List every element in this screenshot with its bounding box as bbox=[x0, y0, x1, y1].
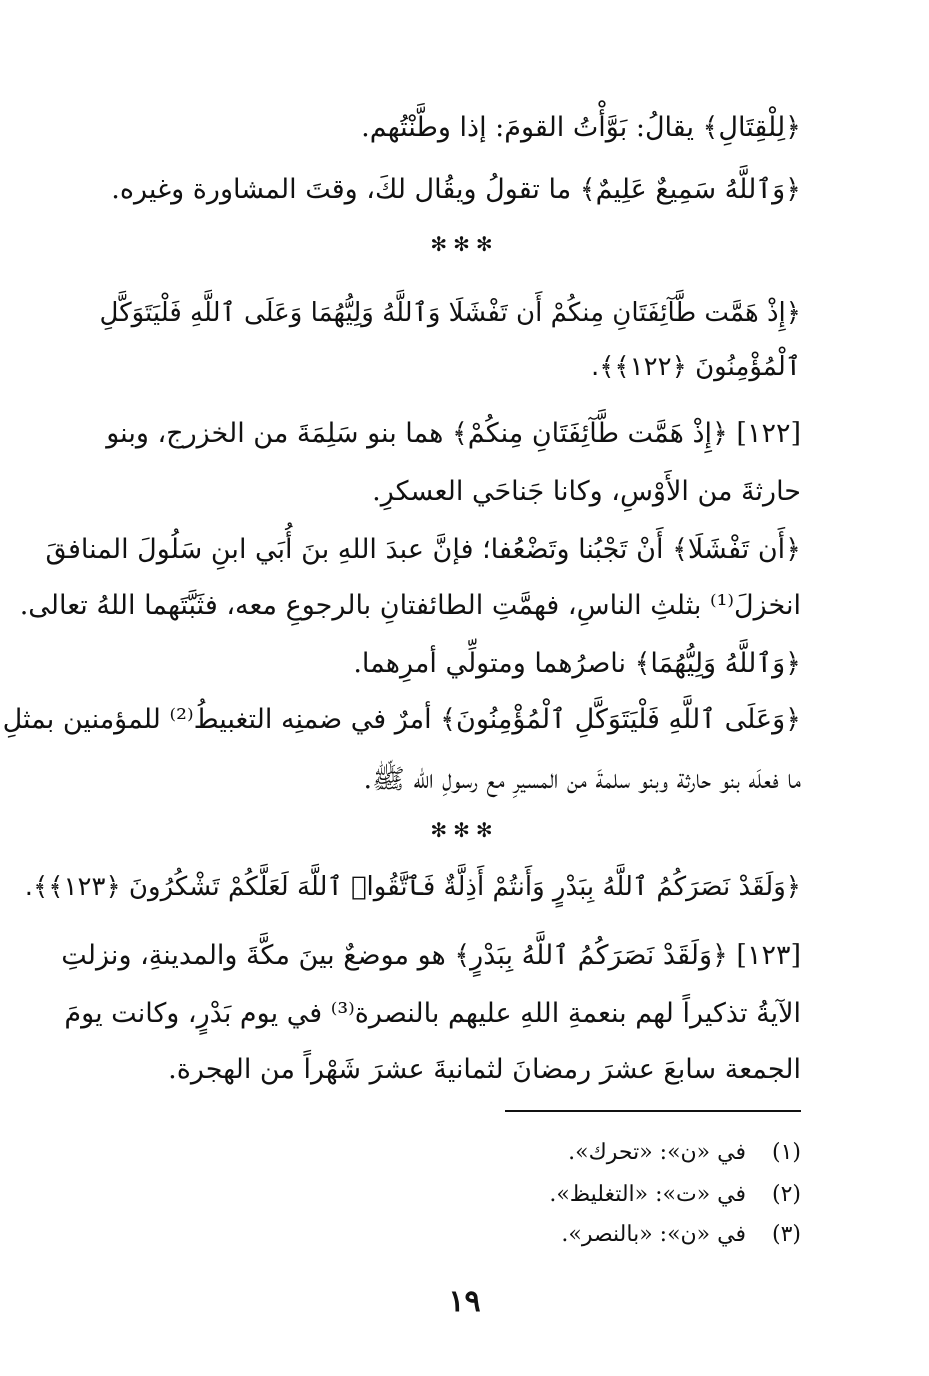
footnote bbox=[201, 1140, 801, 1165]
footnote-number: (٣) bbox=[771, 1222, 801, 1247]
footnote-text: في «ن»: «تحرك». bbox=[568, 1140, 746, 1165]
commentary-line: انخزلَ⁽¹⁾ بثلثِ الناسِ، فهمَّتِ الطائفتانِ بالرجوعِ معه، فثَبَّتَهما اللهُ تعالى. bbox=[19, 590, 801, 621]
commentary-line: ﴿أَن تَفْشَلَا﴾ أَنْ تَجْبُنا وتَضْعُفا؛ فإنَّ عبدَ اللهِ بنَ أُبَي ابنِ سَلُولَ المنافقَ bbox=[45, 534, 801, 565]
quran-verse: ﴿إِذْ هَمَّت طَّآئِفَتَانِ مِنكُمْ أَن تَفْشَلَا وَٱللَّهُ وَلِيُّهُمَا وَعَلَى ٱللَّهِ فَلْيَتَوَكَّلِ bbox=[99, 298, 801, 328]
quran-verse: ٱلْمُؤْمِنُونَ ﴿١٢٢﴾﴾. bbox=[590, 352, 801, 382]
commentary-line: ﴿وَٱللَّهُ وَلِيُّهُمَا﴾ ناصرُهما ومتولِّي أمرِهما. bbox=[353, 648, 801, 679]
commentary-line: ما فعلَه بنو حارثة وبنو سلمةَ من المسيرِ مع رسولِ الله ﷺ. bbox=[363, 764, 801, 795]
commentary-line: [١٢٣] ﴿وَلَقَدْ نَصَرَكُمُ ٱللَّهُ بِبَدْرٍ﴾ هو موضعٌ بينَ مكَّةَ والمدينةِ، ونزلتِ bbox=[61, 940, 801, 971]
text-line: ﴿لِلْقِتَالِ﴾ يقالُ: بَوَّأْتُ القومَ: إذا وطَّنْتُهم. bbox=[361, 112, 801, 143]
footnote bbox=[201, 1222, 801, 1247]
footnote-number: (١) bbox=[771, 1140, 801, 1165]
footnote-text: في «ن»: «بالنصر». bbox=[561, 1222, 746, 1247]
text-line: ﴿وَٱللَّهُ سَمِيعٌ عَلِيمٌ﴾ ما تقولُ ويقُال لكَ، وقتَ المشاورة وغيره. bbox=[111, 174, 801, 205]
commentary-line: الجمعة سابعَ عشرَ رمضانَ لثمانيةَ عشرَ شَهْراً من الهجرة. bbox=[168, 1054, 801, 1085]
quran-verse: ﴿وَلَقَدْ نَصَرَكُمُ ٱللَّهُ بِبَدْرٍ وَأَنتُمْ أَذِلَّةٌ فَٱتَّقُوا۟ ٱللَّهَ لَعَلَّكُمْ تَشْكُرُونَ ﴿١٢٣﴾﴾. bbox=[24, 872, 801, 902]
section-separator: ✻✻✻ bbox=[430, 818, 499, 842]
footnote bbox=[201, 1182, 801, 1207]
commentary-line: ﴿وَعَلَى ٱللَّهِ فَلْيَتَوَكَّلِ ٱلْمُؤْمِنُونَ﴾ أمرٌ في ضمنِه التغبيطُ⁽²⁾ للمؤمنين بمثلِ bbox=[2, 704, 801, 735]
footnote-number: (٢) bbox=[771, 1182, 801, 1207]
page-number: ١٩ bbox=[448, 1284, 481, 1319]
section-separator: ✻✻✻ bbox=[430, 232, 499, 256]
footnote-divider bbox=[505, 1110, 801, 1112]
commentary-line: [١٢٢] ﴿إِذْ هَمَّت طَّآئِفَتَانِ مِنكُمْ﴾ هما بنو سَلِمَةَ من الخزرج، وبنو bbox=[106, 418, 801, 449]
footnote-text: في «ت»: «التغليظ». bbox=[549, 1182, 746, 1207]
commentary-line: الآيةُ تذكيراً لهم بنعمةِ اللهِ عليهم بالنصرة⁽³⁾ في يوم بَدْرٍ، وكانت يومَ bbox=[64, 998, 801, 1029]
commentary-line: حارثةَ من الأَوْسِ، وكانا جَناحَي العسكرِ. bbox=[372, 476, 801, 507]
